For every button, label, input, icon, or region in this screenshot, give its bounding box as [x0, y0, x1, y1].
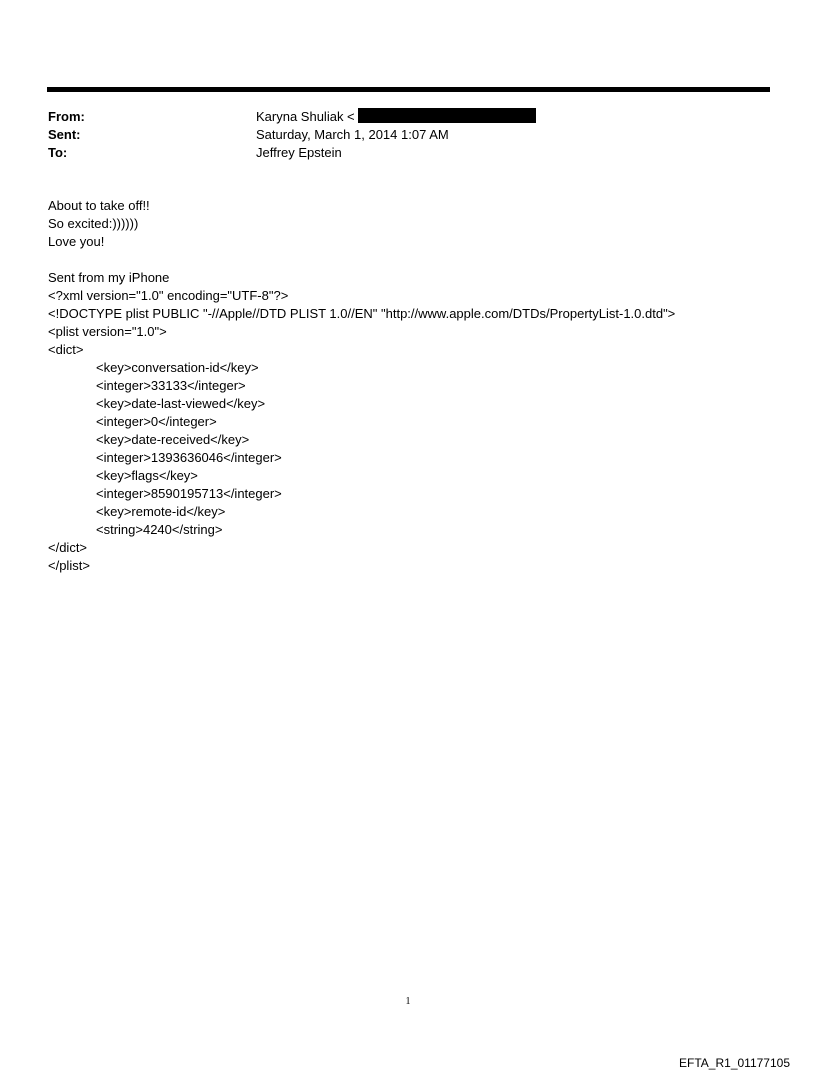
from-row — [48, 108, 748, 126]
plist-entry: <key>date-received</key> — [96, 432, 250, 447]
sent-value: Saturday, March 1, 2014 1:07 AM — [256, 127, 449, 142]
plist-entry: <key>remote-id</key> — [96, 504, 226, 519]
from-sender: Karyna Shuliak < — [256, 109, 355, 124]
plist-entry: <integer>1393636046</integer> — [96, 450, 282, 465]
redaction-block — [358, 108, 536, 123]
document-id: EFTA_R1_01177105 — [679, 1056, 790, 1070]
signature: Sent from my iPhone — [48, 270, 170, 285]
to-label: To: — [48, 145, 68, 160]
sent-label: Sent: — [48, 127, 81, 142]
message-line: So excited:)))))) — [48, 216, 139, 231]
sent-row — [48, 126, 748, 144]
dict-close-tag: </dict> — [48, 540, 88, 555]
to-row — [48, 144, 748, 162]
plist-entry: <key>conversation-id</key> — [96, 360, 259, 375]
plist-entry: <string>4240</string> — [96, 522, 223, 537]
email-header — [48, 108, 748, 162]
plist-xml-declaration: <?xml version="1.0" encoding="UTF-8"?> — [48, 288, 289, 303]
plist-close-tag: </plist> — [48, 558, 90, 573]
header-divider — [47, 87, 770, 92]
page-number: 1 — [405, 996, 411, 1007]
from-label: From: — [48, 109, 85, 124]
email-body — [48, 197, 788, 575]
plist-entry: <integer>33133</integer> — [96, 378, 246, 393]
plist-entry: <integer>0</integer> — [96, 414, 217, 429]
dict-open-tag: <dict> — [48, 342, 84, 357]
message-line: Love you! — [48, 234, 105, 249]
plist-open-tag: <plist version="1.0"> — [48, 324, 167, 339]
paragraph-gap — [48, 251, 788, 269]
message-line: About to take off!! — [48, 198, 150, 213]
plist-entry: <integer>8590195713</integer> — [96, 486, 282, 501]
from-value — [256, 108, 748, 126]
plist-entry: <key>date-last-viewed</key> — [96, 396, 266, 411]
plist-doctype: <!DOCTYPE plist PUBLIC "-//Apple//DTD PLIST 1.0//EN" "http://www.apple.com/DTDs/PropertyList-1.0.dtd"> — [48, 306, 676, 321]
to-value: Jeffrey Epstein — [256, 145, 342, 160]
plist-entry: <key>flags</key> — [96, 468, 198, 483]
